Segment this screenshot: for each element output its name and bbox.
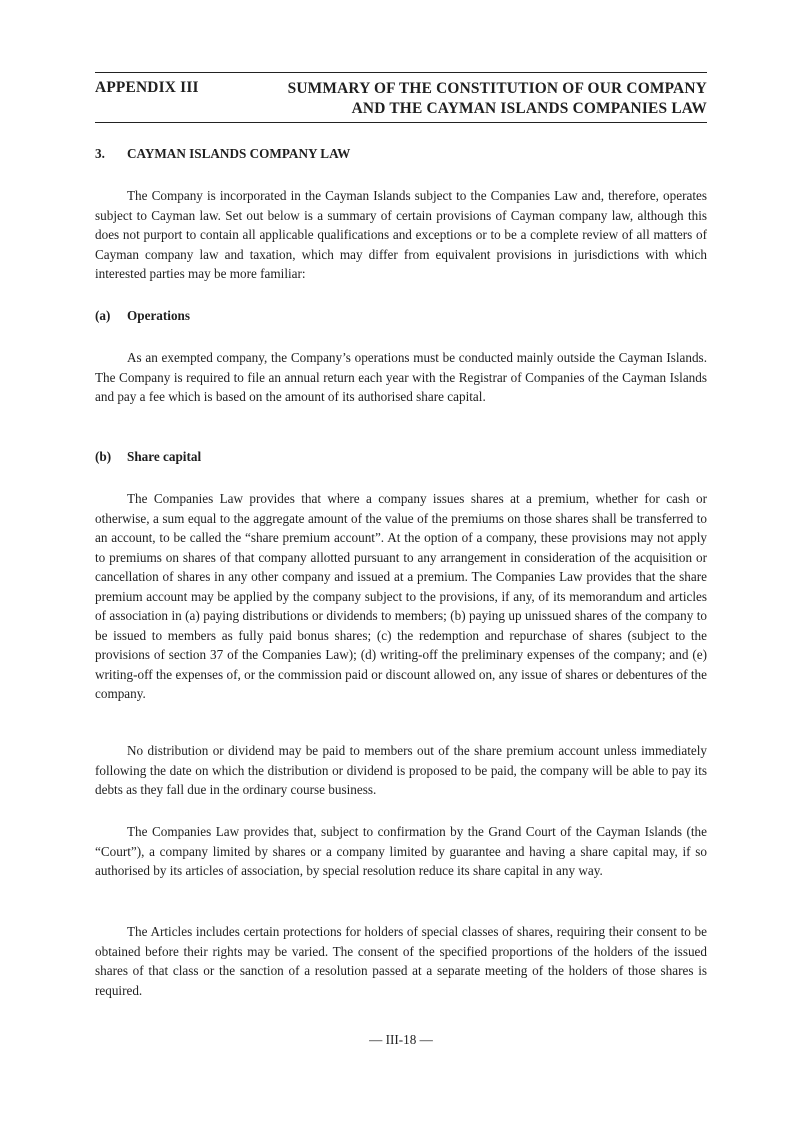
share-capital-label: (b) (95, 449, 112, 464)
section-number: 3. (95, 146, 105, 161)
page-number: — III-18 — (369, 1032, 433, 1047)
header-title (227, 79, 707, 119)
share-premium-paragraph: The Companies Law provides that where a company issues shares at a premium, whether for cash or otherwise, a sum equal to the aggregate amount of the value of the premiums on those shares shall be transferred to an account, to be called the “share premium account”. At the option of a company, these provisions may not apply to premiums on shares of that company allotted pursuant to any arrangement in consideration of the acquisition or cancellation of shares in any other company and issued at a premium. The Companies Law provides that the share premium account may be applied by the company subject to the provisions, if any, of its memorandum and articles of association in (a) paying distributions or dividends to members; (b) paying up unissued shares of the company to be issued to members as fully paid bonus shares; (c) the redemption and repurchase of shares (subject to the provisions of section 37 of the Companies Law); (d) writing-off the preliminary expenses of the company; and (e) writing-off the expenses of, or the commission paid or discount allowed on, any issue of shares or debentures of the company. (95, 491, 707, 701)
share-capital-heading (95, 449, 201, 465)
operations-heading (95, 308, 190, 324)
distribution-paragraph: No distribution or dividend may be paid to members out of the share premium account unless immediately following the date on which the distribution or dividend is proposed to be paid, the company will be able to pay its debts as they fall due in the ordinary course business. (95, 743, 707, 797)
operations-title: Operations (127, 308, 191, 323)
share-capital-title: Share capital (127, 449, 202, 464)
header-title-line-2: AND THE CAYMAN ISLANDS COMPANIES LAW (351, 100, 707, 117)
header-top-rule (95, 72, 707, 73)
section-heading (95, 146, 350, 162)
appendix-label: APPENDIX III (95, 79, 199, 96)
intro-paragraph: The Company is incorporated in the Cayman Islands subject to the Companies Law and, therefore, operates subject to Cayman law. Set out below is a summary of certain provisions of Cayman company law, although this does not purport to contain all applicable qualifications and exceptions or to be a complete review of all matters of Cayman company law and taxation, which may differ from equivalent provisions in jurisdictions with which interested parties may be more familiar: (95, 188, 707, 281)
header-title-line-1: SUMMARY OF THE CONSTITUTION OF OUR COMPANY (287, 80, 707, 97)
operations-label: (a) (95, 308, 111, 323)
operations-paragraph: As an exempted company, the Company’s operations must be conducted mainly outside the Cayman Islands. The Company is required to file an annual return each year with the Registrar of Companies of the Cayman Islands and pay a fee which is based on the amount of its authorised share capital. (95, 350, 707, 404)
capital-reduction-paragraph: The Companies Law provides that, subject to confirmation by the Grand Court of the Cayman Islands (the “Court”), a company limited by shares or a company limited by guarantee and having a share capital may, if so authorised by its articles of association, by special resolution reduce its share capital in any way. (95, 824, 707, 878)
class-rights-paragraph: The Articles includes certain protections for holders of special classes of shares, requiring their consent to be obtained before their rights may be varied. The consent of the specified proportions of the holders of the issued shares of that class or the sanction of a resolution passed at a separate meeting of the holders of those shares is required. (95, 924, 707, 998)
header-bottom-rule (95, 122, 707, 123)
section-title: CAYMAN ISLANDS COMPANY LAW (127, 146, 351, 161)
